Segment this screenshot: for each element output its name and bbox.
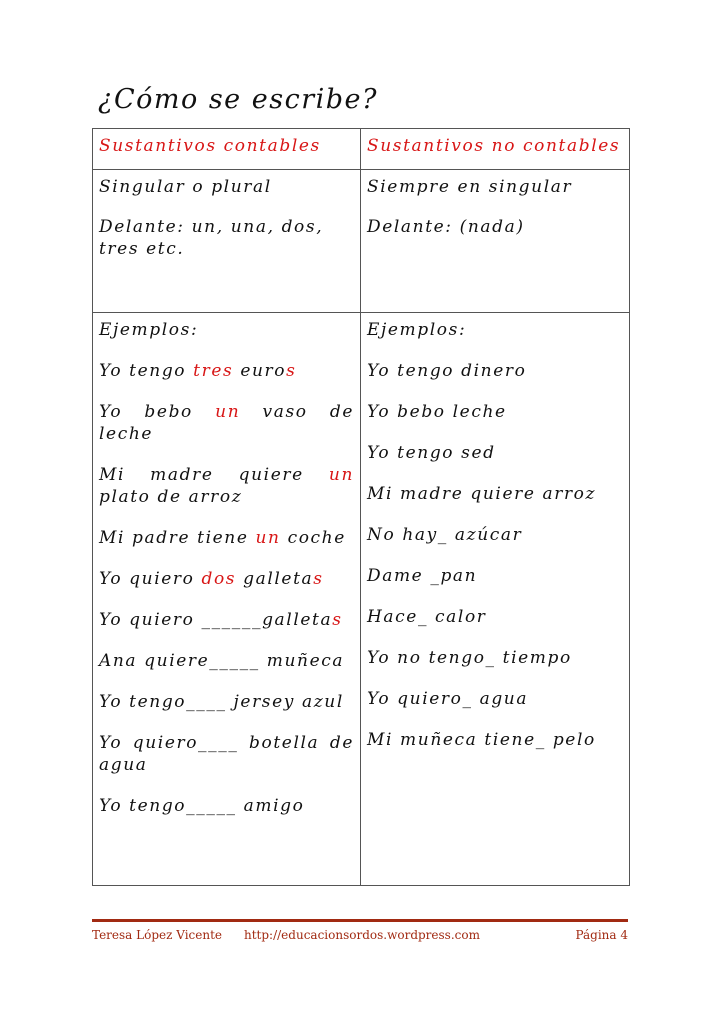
highlighted-word: dos	[201, 569, 237, 589]
sentence-text: Yo tengo_____ amigo	[99, 796, 305, 816]
table-header-row	[93, 129, 630, 170]
example-sentence: No hay_ azúcar	[367, 525, 523, 545]
highlighted-word: s	[286, 361, 297, 381]
sentence-text: Yo tengo____ jersey azul	[99, 692, 344, 712]
rule-determiners: Delante: (nada)	[367, 217, 525, 237]
header-uncountable: Sustantivos no contables	[361, 129, 630, 170]
example-sentence: Yo quiero_ agua	[367, 689, 529, 709]
example-sentence: Yo no tengo_ tiempo	[367, 648, 572, 668]
example-sentence	[99, 401, 354, 445]
header-countable: Sustantivos contables	[93, 129, 361, 170]
sentence-text: Mi madre quiere	[99, 465, 329, 485]
table-examples-row	[93, 313, 630, 886]
example-sentence	[99, 609, 354, 631]
examples-countable	[93, 313, 361, 886]
example-sentence: Yo bebo leche	[367, 402, 507, 422]
table-rules-row	[93, 170, 630, 313]
sentence-text: Mi padre tiene	[99, 528, 256, 548]
example-sentence	[99, 360, 354, 382]
example-sentence: Dame _pan	[367, 566, 478, 586]
highlighted-word: tres	[193, 361, 234, 381]
example-sentence: Yo tengo dinero	[367, 361, 527, 381]
example-sentence: Yo tengo sed	[367, 443, 496, 463]
example-sentence: Mi muñeca tiene_ pelo	[367, 730, 596, 750]
sentence-text: euro	[233, 361, 287, 381]
highlighted-word: un	[255, 528, 281, 548]
page-title: ¿Cómo se escribe?	[98, 84, 378, 115]
example-sentence	[99, 732, 354, 776]
footer-url[interactable]: http://educacionsordos.wordpress.com	[244, 928, 480, 942]
footer-page-number: Página 4	[575, 928, 628, 942]
example-sentence	[99, 568, 354, 590]
examples-list-countable	[99, 360, 354, 817]
example-sentence	[99, 691, 354, 713]
sentence-text: Yo bebo	[99, 402, 216, 422]
nouns-table	[92, 128, 630, 886]
examples-uncountable	[361, 313, 630, 886]
sentence-text: Yo quiero ______galleta	[99, 610, 333, 630]
footer-divider	[92, 919, 628, 922]
sentence-text: Yo quiero____ botella de agua	[99, 733, 354, 775]
sentence-text: galleta	[236, 569, 314, 589]
sentence-text: coche	[280, 528, 346, 548]
example-sentence	[99, 650, 354, 672]
example-sentence: Hace_ calor	[367, 607, 487, 627]
rules-uncountable	[361, 170, 630, 313]
highlighted-word: s	[313, 569, 324, 589]
rule-number: Singular o plural	[99, 177, 272, 197]
sentence-text: plato de arroz	[99, 487, 243, 507]
sentence-text: Ana quiere_____ muñeca	[99, 651, 345, 671]
examples-label: Ejemplos:	[367, 320, 467, 340]
examples-label: Ejemplos:	[99, 320, 199, 340]
highlighted-word: s	[332, 610, 343, 630]
highlighted-word: un	[328, 465, 354, 485]
rules-countable	[93, 170, 361, 313]
sentence-text: Yo quiero	[99, 569, 202, 589]
sentence-text: Yo tengo	[99, 361, 194, 381]
rule-number: Siempre en singular	[367, 177, 573, 197]
highlighted-word: un	[215, 402, 241, 422]
examples-list-uncountable	[367, 360, 623, 751]
sentence-text: vaso de leche	[99, 402, 354, 444]
example-sentence: Mi madre quiere arroz	[367, 484, 597, 504]
footer-author: Teresa López Vicente	[92, 928, 223, 942]
example-sentence	[99, 795, 354, 817]
example-sentence	[99, 527, 354, 549]
rule-determiners: Delante: un, una, dos, tres etc.	[99, 217, 324, 259]
example-sentence	[99, 464, 354, 508]
